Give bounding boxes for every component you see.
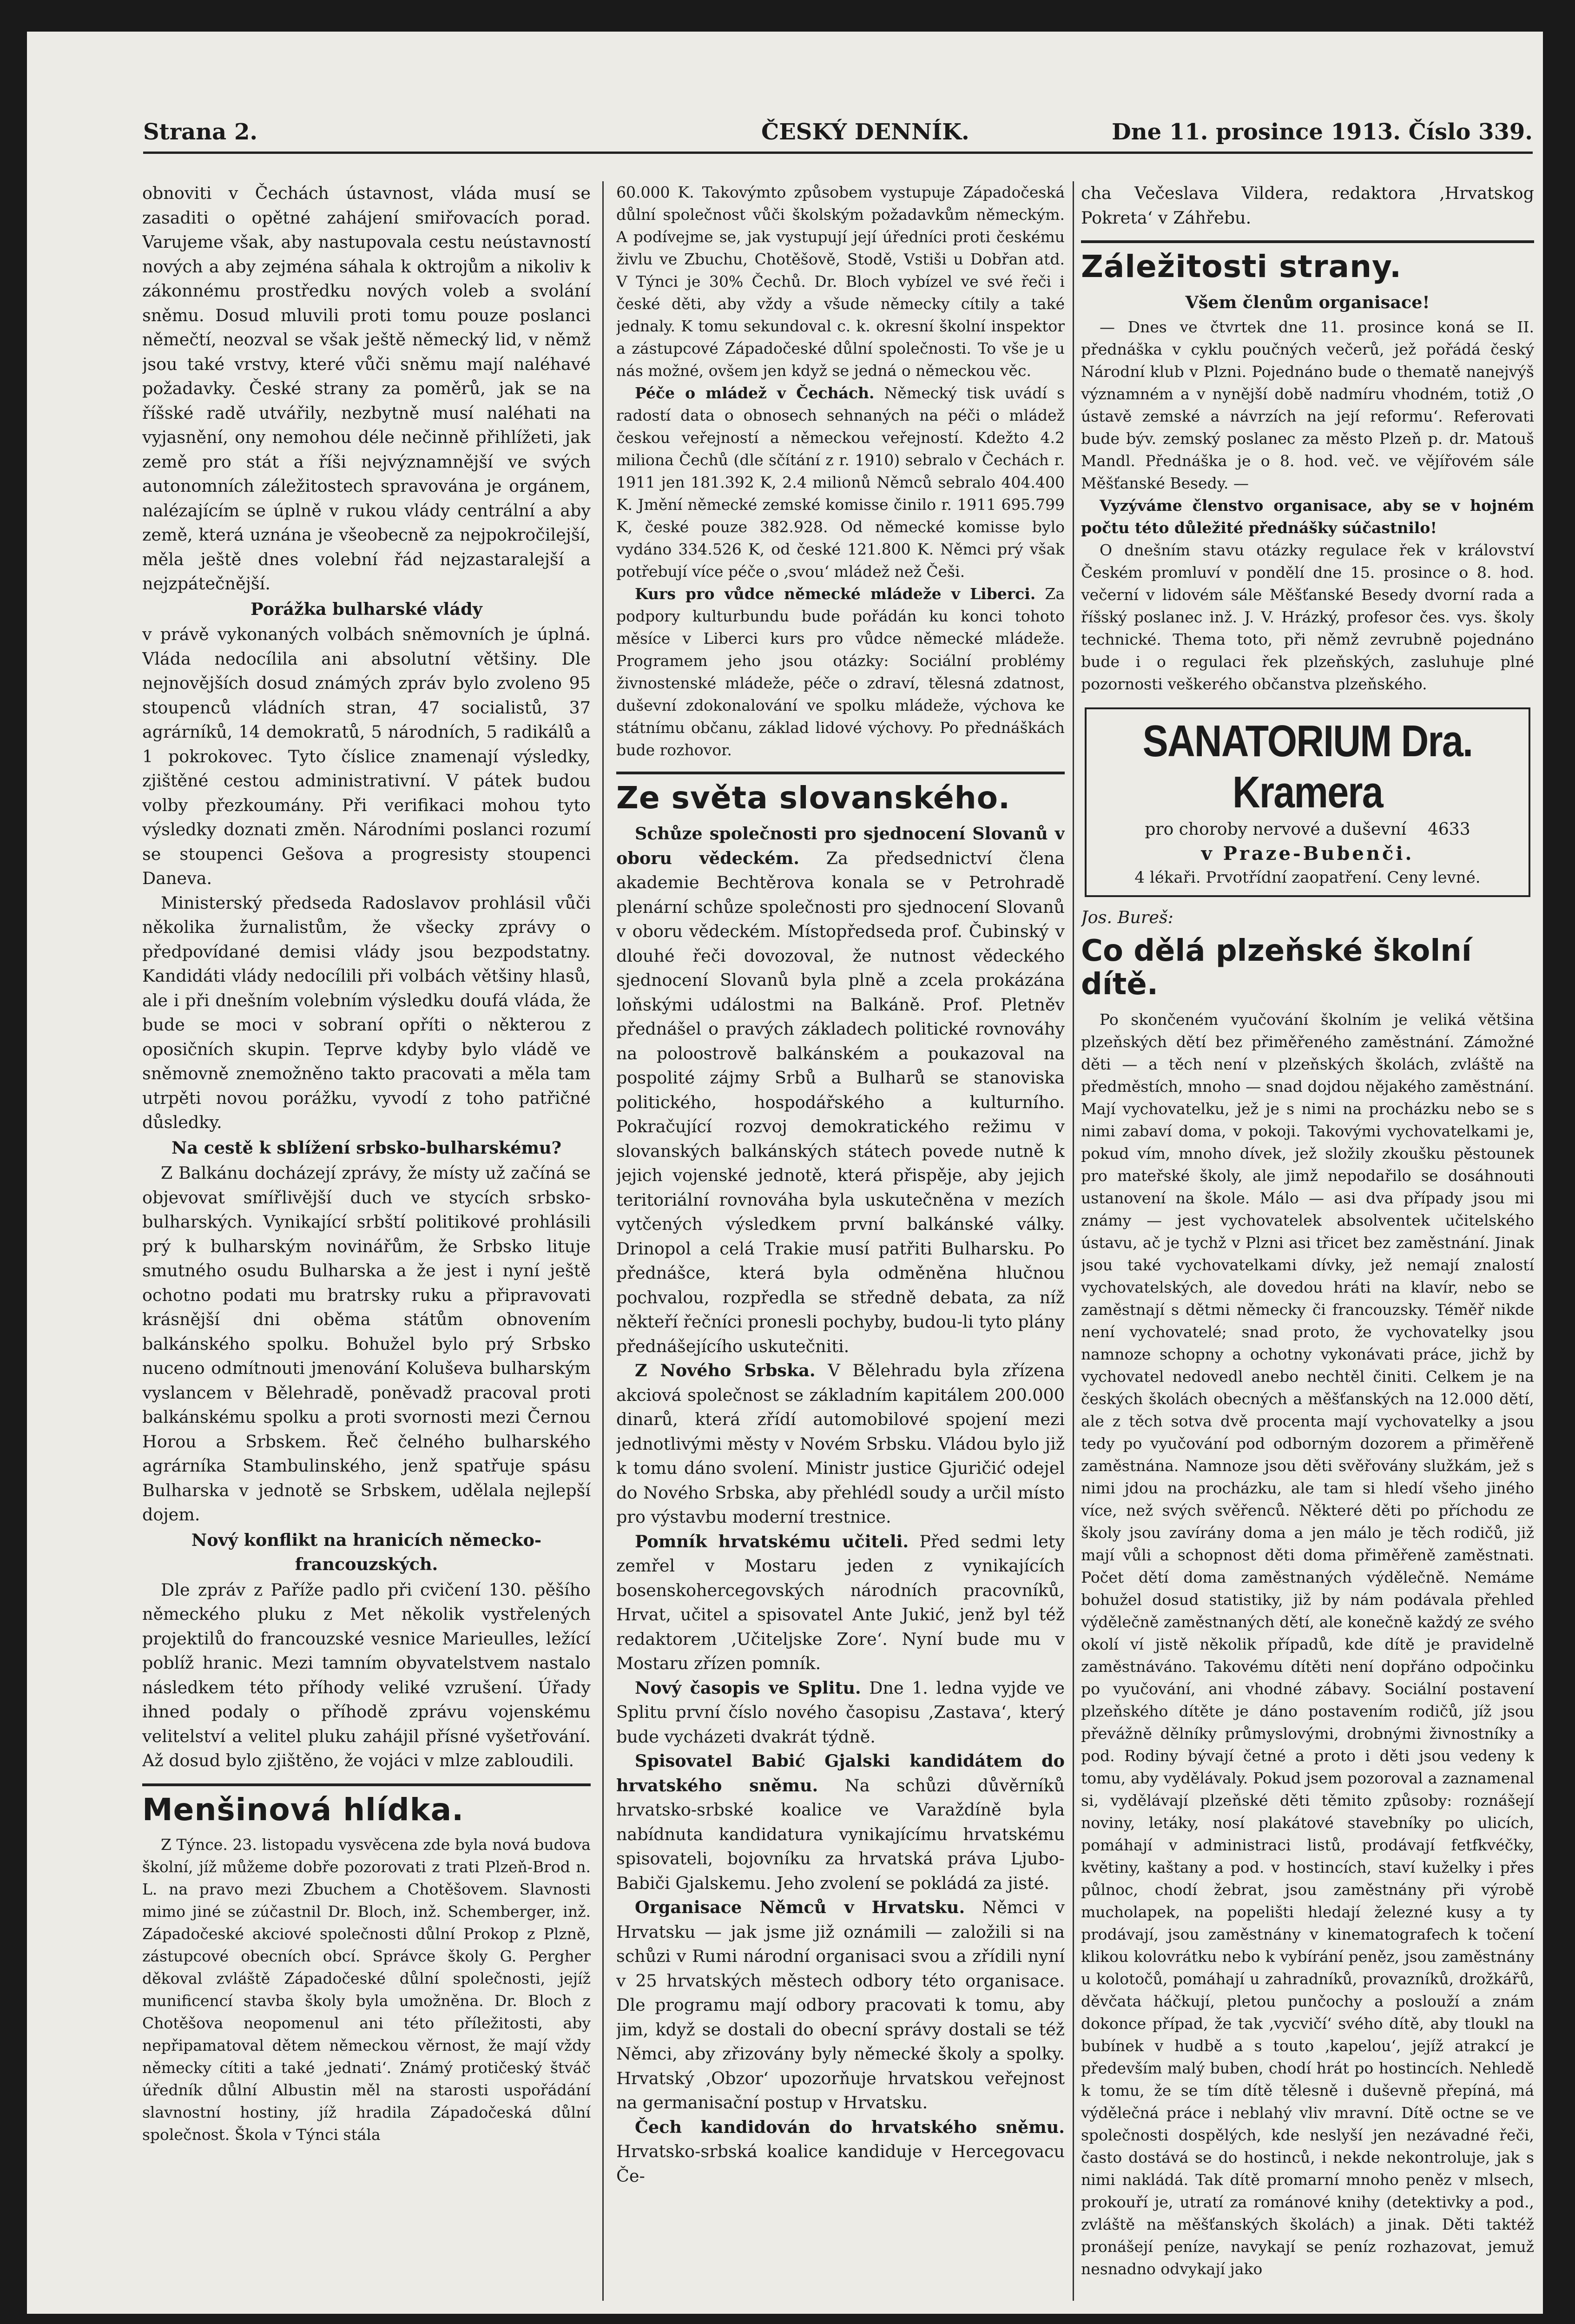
paragraph-lead: Čech kandidován do hrvatského sněmu.: [635, 2117, 1065, 2137]
ad-location: v Praze-Bubenči.: [1201, 842, 1414, 865]
paragraph-lead: Spisovatel Babić Gjalski kandidátem do hrvatského sněmu.: [616, 1751, 1065, 1796]
column-divider: [1073, 181, 1074, 2301]
article-paragraph: [616, 1749, 1065, 1895]
article-paragraph: Z Balkánu docházejí zprávy, že místy už začíná se objevovat smířlivější duch ve stycích srbsko-bulharských. Vynikající srbští politikové prohlásili prý k bulharským novinářům, že Srbsko lituje smutného osudu Bulharska a že jest i nyní ještě ochotno podati mu bratrsky ruku a připravovati krásnější dni oběma státům obnovením balkánského spolku. Bohužel bylo prý Srbsko nuceno odmítnouti jmenování Koluševa bulharským vyslancem v Bělehradě, poněvadž pracoval proti balkánskému spolku a proti svornosti mezi Černou Horou a Srbskem. Řeč čelného bulharského agrárníka Stambulinského, jenž spatřuje spásu Bulharska v jednotě se Srbskem, udělala nejlepší dojem.: [142, 1163, 591, 1525]
paragraph-lead: Z Nového Srbska.: [635, 1360, 816, 1380]
article-paragraph: cha Večeslava Vildera, redaktora ‚Hrvatskog Pokreta‘ v Záhřebu.: [1081, 183, 1534, 228]
ad-code: 4633: [1428, 819, 1470, 839]
paragraph-text: Před sedmi lety zemřel v Mostaru jeden z vynikajících bosenskohercegovských národních pracovníků, Hrvat, učitel a spisovatel Ante Jukić, jenž byl též redaktorem ‚Učiteljske Zore‘. Nyní bude mu v Mostaru zřízen pomník.: [616, 1531, 1065, 1673]
page-number: Strana 2.: [143, 119, 258, 145]
article-paragraph: Ministerský předseda Radoslavov prohlásil vůči několika žurnalistům, že všecky zprávy o předpovídané demisi vlády jsou bezpodstatny. Kandidáti vlády nedocílili při volbách většiny hlasů, ale i při dnešním volebním výsledku doufá vláda, že bude se moci v sobraní opříti o některou z oposičních skupin. Teprve kdyby bylo vládě ve sněmovně znemožněno takto pracovati a měla tam utrpěti novou porážku, vyvodí z toho patřičné důsledky.: [142, 892, 591, 1132]
article-paragraph: obnoviti v Čechách ústavnost, vláda musí se zasaditi o opětné zahájení smiřovacích porad. Varujeme však, aby nastupovala cestu neústavností nových a aby zejména sáhala k oktrojům a nikoliv k zákonnému prostředku nových voleb a svolání sněmu. Dosud mluvili proti tomu pouze poslanci němečtí, neozval se však ještě německý lid, v němž jsou také vrstvy, které vůči sněmu mají naléhavé požadavky. České strany za poměrů, jak se na říšské radě utvářily, nezbytně musí naléhati na vyjasnění, ony nemohou déle nečinně přihlížeti, jak země pro stát a říši nejvýznamnější ve svých autonomních záležitostech spravována je orgánem, nalézajícím se úplně v rukou vlády centrální a aby země, která uznána je všeobecně za nejpokročilejší, měla ještě dnes volební řád nejzastaralejší a nejzpátečnější.: [142, 183, 591, 594]
paragraph-text: Na schůzi důvěrníků hrvatsko-srbské koalice ve Varaždíně byla nabídnuta kandidatura vynikajícímu hrvatskému spisovateli, bojovníku za hrvatská práva Ljubo-Babiči Gjalskemu. Jeho zvolení se pokládá za jisté.: [616, 1775, 1065, 1893]
ad-title: SANATORIUM Dra. Kramera: [1142, 716, 1473, 817]
column-divider: [602, 181, 604, 2301]
paragraph-text: Dne 1. ledna vyjde ve Splitu první číslo nového časopisu ‚Zastava‘, který bude vycházeti dvakrát týdně.: [616, 1677, 1065, 1747]
paragraph-text: Za podpory kulturbundu bude pořádán ku konci tohoto měsíce v Liberci kurs pro vůdce německé mládeže. Programem jeho jsou otázky: Sociální problémy živnostenské mládeže, péče o zdraví, tělesná zdatnost, duševní zdokonalování ve spolku mládeže, výchova ke státnímu občanu, základ lidové výchovy. Po přednáškách bude rozhovor.: [616, 585, 1065, 759]
article-heading: Porážka bulharské vlády: [250, 599, 482, 619]
paragraph-lead: Péče o mládež v Čechách.: [635, 384, 875, 402]
ad-details: 4 lékaři. Prvotřídní zaopatření. Ceny levné.: [1134, 868, 1481, 887]
paragraph-text: Německý tisk uvádí s radostí data o obnosech sehnaných na péči o mládež českou veřejností a německou veřejností. Kdežto 4.2 miliona Čechů (dle sčítání z r. 1910) sebralo v Čechách r. 1911 jen 181.392 K, 2.4 milionů Němců sebralo 404.400 K. Jmění německé zemské komisse činilo r. 1911 695.799 K, české pouze 382.928. Od německé komisse bylo vydáno 334.526 K, od české 121.800 K. Němci prý však potřebují více péče o ‚svou‘ mládež než Češi.: [616, 384, 1065, 581]
column-1: [142, 181, 591, 2301]
page-header: [143, 110, 1533, 154]
column-3: [1081, 181, 1534, 2301]
article-paragraph: Z Týnce. 23. listopadu vysvěcena zde byla nová budova školní, jíž můžeme dobře pozorovati z trati Plzeň-Brod n. L. na pravo mezi Zbuchem a Chotěšovem. Slavnosti mimo jiné se zúčastnil Dr. Bloch, inž. Schemberger, inž. Západočeské akciové společnosti důlní Prokop z Plzně, zástupcové obecních obcí. Správce školy G. Pergher děkoval zvláště Západočeské důlní společnosti, jejíž munificencí stavba školy byla umožněna. Dr. Bloch z Chotěšova neopomenul ani této příležitosti, aby nepřipamatoval dětem německou věrnost, že mají vždy německy cítiti a také ‚jednati‘. Známý protičeský štváč úředník důlní Albustin měl na starosti uspořádání slavnostní hostiny, jíž hradila Západočeská důlní společnost. Škola v Týnci stála: [142, 1835, 591, 2144]
paragraph-lead: Kurs pro vůdce německé mládeže v Liberci.: [635, 585, 1036, 603]
section-title: Menšinová hlídka.: [142, 1783, 591, 1827]
article-paragraph: v právě vykonaných volbách sněmovních je úplná. Vláda nedocílila ani absolutní většiny. Dle nejnovějších dosud známých zpráv bylo zvoleno 95 stoupenců vládních stran, 47 socialistů, 37 agrárníků, 14 demokratů, 5 národních, 5 radikálů a 1 pokrokovec. Tyto číslice znamenají výsledky, zjištěné cestou administrativní. V pátek budou volby přezkoumány. Při verifikaci mohou tyto výsledky doznati změn. Národními poslanci rozumí se stoupenci Gešova a progresisty stoupenci Daneva.: [142, 624, 591, 888]
article-paragraph: Vyzýváme členstvo organisace, aby se v hojném počtu této důležité přednášky súčastnilo!: [1081, 496, 1534, 537]
column-2: [616, 181, 1065, 2301]
article-paragraph: [616, 382, 1065, 583]
article-author: Jos. Bureš:: [1081, 907, 1173, 927]
article-paragraph: [616, 1530, 1065, 1676]
article-paragraph: [616, 822, 1065, 1359]
article-paragraph: [616, 1359, 1065, 1530]
paragraph-text: Hrvatsko-srbská koalice kandiduje v Hercegovacu Če-: [616, 2141, 1065, 2186]
article-heading: Všem členům organisace!: [1185, 292, 1430, 312]
article-paragraph: [616, 583, 1065, 761]
ad-text: pro choroby nervové a duševní: [1145, 819, 1407, 839]
paragraph-text: Za předsednictví člena akademie Bechtěrova konala se v Petrohradě plenární schůze společnosti pro sjednocení Slovanů v oboru vědeckém. Místopředseda prof. Čubinský v dlouhé řeči dovozoval, že nutnost vědeckého sjednocení Slovanů byla plně a zcela prokázána loňskými událostmi na Balkáně. Prof. Pletněv přednášel o pravých základech politické rovnováhy na poloostrově balkánském a poukazoval na pospolité zájmy Srbů a Bulharů se stanoviska politického, hospodářského a kulturního. Pokračující rozvoj demokratického režimu v slovanských balkánských státech povede nutně k jejich vojenské jednotě, která přispěje, aby jejich teritoriální rovnováha byla uskutečněna v mezích vytčených výsledkem první balkánské války. Drinopol a celá Trakie musí patřiti Bulharsku. Po přednášce, která byla odměněna hlučnou pochvalou, rozpředla se středně debata, za níž někteří řečníci pronesli pochyby, budou-li tyto plány přednášejícího uskutečniti.: [616, 848, 1065, 1356]
sanatorium-advertisement: [1085, 707, 1530, 897]
paragraph-lead: Schůze společnosti pro sjednocení Slovanů v oboru vědeckém.: [616, 824, 1065, 868]
article-paragraph: [616, 1676, 1065, 1750]
article-heading: Nový konflikt na hranicích německo-francouzských.: [191, 1530, 542, 1574]
article-paragraph: — Dnes ve čtvrtek dne 11. prosince koná se II. přednáška v cyklu poučných večerů, jež pořádá český Národní klub v Plzni. Pojednáno bude o thematě nanejvýš významném a v nynější době nadmíru vhodném, totiž ‚O ústavě zemské a návrzích na její reformu‘. Referovati bude býv. zemský poslanec za město Plzeň p. dr. Matouš Mandl. Přednáška je o 8. hod. več. ve vějířovém sále Měšťanské Besedy. —: [1081, 317, 1534, 492]
newspaper-title: ČESKÝ DENNÍK.: [761, 119, 969, 145]
article-heading: Na cestě k sblížení srbsko-bulharskému?: [171, 1137, 561, 1158]
paragraph-text: Němci v Hrvatsku — jak jsme již oznámili — založili si na schůzi v Rumi národní organisaci svou a zřídili nyní v 25 hrvatských městech odbory této organisace. Dle programu mají odbory pracovati k tomu, aby jim, když se dostali do obecní správy dostali se též Němci, aby zřizovány byly německé školy a spolky. Hrvatský ‚Obzor‘ upozorňuje hrvatskou veřejnost na germanisační postup v Hrvatsku.: [616, 1897, 1065, 2113]
article-paragraph: Dle zpráv z Paříže padlo při cvičení 130. pěšího německého pluku z Met několik vystřelených projektilů do francouzské vesnice Marieulles, ležící poblíž hranic. Mezi tamním obyvatelstvem nastalo následkem této příhody veliké vzrušení. Úřady ihned podaly o příhodě zprávu vojenskému velitelství a velitel pluku zahájil přísné vyšetřování. Až dosud bylo zjištěno, že vojáci v mlze zabloudili.: [142, 1579, 591, 1770]
article-paragraph: [616, 1895, 1065, 2115]
newspaper-page: [27, 32, 1543, 2314]
article-title: Co dělá plzeňské školní dítě.: [1081, 934, 1472, 1002]
article-paragraph: O dnešním stavu otázky regulace řek v království Českém promluví v pondělí dne 15. prosince o 8. hod. večerní v lidovém sále Měšťanské Besedy dvorní rada a říšský poslanec inž. J. V. Hrázký, profesor čes. vys. školy technické. Thema toto, při němž zevrubně pojednáno bude i o regulaci řek plzeňských, zasluhuje plné pozornosti veškerého občanstva plzeňského.: [1081, 541, 1534, 693]
article-paragraph: 60.000 K. Takovýmto způsobem vystupuje Západočeská důlní společnost vůči školským požadavkům německým. A podívejme se, jak vystupují její úředníci proti českému živlu ve Zbuchu, Chotěšově, Stodě, Vstiši u Dobřan atd. V Týnci je 30% Čechů. Dr. Bloch vybízel ve své řeči i české děti, aby vždy a všude německy cítily a také jednaly. K tomu sekundoval c. k. okresní školní inspektor a zástupcové Západočeské důlní společnosti. To vše je u nás možné, ovšem jen když se jedná o německou věc.: [616, 183, 1065, 380]
section-title: Ze světa slovanského.: [616, 772, 1065, 815]
article-paragraph: [616, 2115, 1065, 2189]
section-title: Záležitosti strany.: [1081, 240, 1534, 284]
paragraph-text: V Bělehradu byla zřízena akciová společnost se základním kapitálem 200.000 dinarů, která zřídí automobilové spojení mezi jednotlivými městy v Novém Srbsku. Vládou bylo již k tomu dáno svolení. Ministr justice Gjuričić odejel do Nového Srbska, aby přehlédl soudy a určil místo pro výstavbu moderní trestnice.: [616, 1360, 1065, 1527]
paragraph-lead: Pomník hrvatskému učiteli.: [635, 1531, 909, 1552]
paragraph-lead: Nový časopis ve Splitu.: [635, 1677, 861, 1698]
article-paragraph: Po skončeném vyučování školním je veliká většina plzeňských dětí bez přiměřeného zaměstnání. Zámožné děti — a těch není v plzeňských školách, zvláště na předměstích, mnoho — snad dojdou nějakého zaměstnání. Mají vychovatelku, jež je s nimi na procházku nebo se s nimi zabaví doma, v pokoji. Takovými vychovatelkami je, pokud vím, mnoho dívek, jež složily zkoušku pěstounek pro mateřské školy, ale jimž nepodařilo se dosáhnouti ustanovení na škole. Málo — asi dva případy jsou mi známy — jest vychovatelek absolventek učitelského ústavu, ač je tychž v Plzni asi třicet bez zaměstnání. Jinak jsou také vychovatelkami dívky, jež nemají znalostí vychovatelských, ale dovedou hráti na klavír, nebo se zaměstnají s dětmi německy či francouzsky. Téměř nikde není vychovatelé; snad proto, že vychovatelky jsou namnoze schopny a ochotny vykonávati práce, jichž by vychovatel nedovedl anebo nechtěl činiti. Celkem je na českých školách obecných a měšťanských na 12.000 dětí, ale z těch sotva dvě procenta mají vychovatelky a jsou tedy po vyučování pod odborným dozorem a přiměřeně zaměstnána. Namnoze jsou děti svěřovány služkám, jež s nimi jdou na procházku, ale tam si hledí všeho jiného více, než svých svěřenců. Některé děti po příchodu ze školy jsou zavírány doma a jen málo je těch rodičů, již mají vůli a schopnost děti doma přiměřeně zaměstnati. Počet dětí doma zaměstnaných výdělečně. Nemáme bohužel dosud statistiky, již by nám podávala přehled výdělečně zaměstnaných dětí, ale konečně každý ze svého okolí ví jistě několik případů, kde dítě je pravidelně zaměstnáváno. Takovému dítěti není dopřáno odpočinku po vyučování, ani vhodné zábavy. Sociální postavení plzeňského dítěte je dáno postavením rodičů, jíž jsou převážně dělníky průmyslovými, drobnými živnostníky a pod. Rodiny bývají četné a proto i děti jsou vedeny k tomu, aby vydělávaly. Pokud jsem pozoroval a zaznamenal si, vydělávají plzeňské děti těmito způsoby: roznášejí noviny, letáky, nosí plakátové stavebníky po ulicích, pomáhají v administraci listů, prodávají fetfkvéčky, květiny, kaštany a pod. v hostincích, staví kuželky i přes půlnoc, chodí žebrat, jsou zaměstnány při výrobě mucholapek, na popelišti hledají železné kusy a ty prodávají, jsou zaměstnány v kinematografech k točení klikou kolovrátku nebo k vybírání peněz, jsou zaměstnány u kolotočů, pomáhají u zahradníků, provazníků, drožkářů, děvčata háčkují, pletou punčochy a poslouží a znám dokonce případ, že tak ‚vycvičí‘ svého dítě, aby tloukl na bubínek v hudbě a s touto ‚kapelou‘, jejíž atrakcí je především malý buben, chodí hrát po hostincích. Nehledě k tomu, že se tím dítě tělesně i duševně přepíná, má výdělečná práce i neblahý vliv mravní. Dítě octne se ve společnosti dospělých, kde neslyší jen nezávadné řeči, často dostává se do hostinců, i nekde nekontroluje, jak s nimi nakládá. Tak dítě promarní mnoho peněz v mlsech, prokouří je, utratí za románové knihy (detektivky a pod., zvláště na měšťanských školách) a jinak. Děti taktéž pronášejí peníze, navykají se peníz rozhazovat, jemuž nesnadno odvykají jako: [1081, 1010, 1534, 2278]
issue-date: Dne 11. prosince 1913. Číslo 339.: [1112, 119, 1533, 145]
ad-line: [1096, 818, 1519, 841]
paragraph-lead: Organisace Němců v Hrvatsku.: [635, 1897, 965, 1917]
